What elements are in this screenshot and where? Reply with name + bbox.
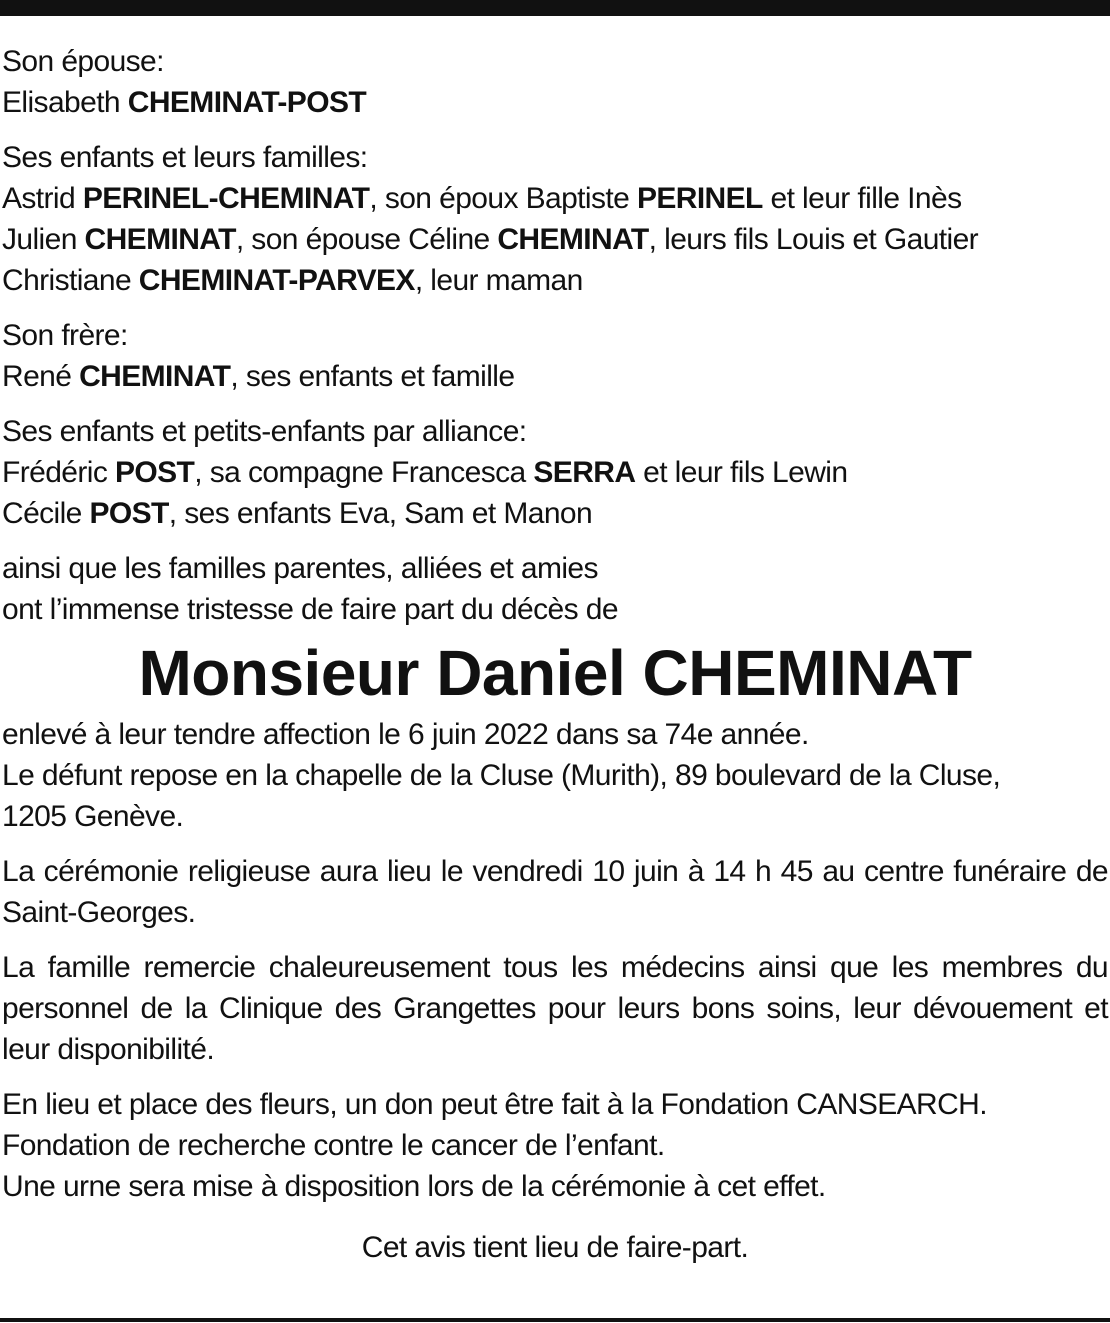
death-section [2,714,1108,837]
families-line: ainsi que les familles parentes, alliées et amies [2,552,598,585]
bottom-rule [0,1318,1110,1322]
child-line: Christiane CHEMINAT-PARVEX, leur maman [2,264,583,297]
repose-address-line: 1205 Genève. [2,800,184,833]
repose-line: Le défunt repose en la chapelle de la Cluse (Murith), 89 boulevard de la Cluse, [2,759,1001,792]
child-line: Julien CHEMINAT, son épouse Céline CHEMINAT, leurs fils Louis et Gautier [2,223,979,256]
donation-line: En lieu et place des fleurs, un don peut être fait à la Fondation CANSEARCH. [2,1088,987,1121]
brother-heading: Son frère: [2,319,128,352]
death-date-line: enlevé à leur tendre affection le 6 juin 2022 dans sa 74e année. [2,718,809,751]
spouse-name: Elisabeth CHEMINAT-POST [2,86,367,119]
inlaws-heading: Ses enfants et petits-enfants par alliance: [2,415,527,448]
foundation-line: Fondation de recherche contre le cancer de l’enfant. [2,1129,665,1162]
children-heading: Ses enfants et leurs familles: [2,141,368,174]
closing-line: Cet avis tient lieu de faire-part. [361,1231,749,1264]
spouse-section [2,41,1108,123]
urn-line: Une urne sera mise à disposition lors de la cérémonie à cet effet. [2,1170,826,1203]
spouse-heading: Son épouse: [2,45,164,78]
ceremony-paragraph: La cérémonie religieuse aura lieu le vendredi 10 juin à 14 h 45 au centre funéraire de Saint-Georges. [2,855,1108,929]
brother-section [2,315,1108,397]
donation-section [2,1084,1108,1207]
obituary-notice [2,41,1108,1268]
families-section [2,548,1108,630]
thanks-paragraph: La famille remercie chaleureusement tous les médecins ainsi que les membres du personnel de la Clinique des Grangettes pour leurs bons soins, leur dévouement et leur disponibilité. [2,951,1108,1066]
children-section [2,137,1108,301]
inlaw-line: Frédéric POST, sa compagne Francesca SERRA et leur fils Lewin [2,456,848,489]
child-line: Astrid PERINEL-CHEMINAT, son époux Baptiste PERINEL et leur fille Inès [2,182,962,215]
brother-line: René CHEMINAT, ses enfants et famille [2,360,515,393]
top-rule [0,0,1110,16]
inlaw-line: Cécile POST, ses enfants Eva, Sam et Manon [2,497,593,530]
deceased-name: Monsieur Daniel CHEMINAT [138,637,972,709]
inlaws-section [2,411,1108,534]
announcement-line: ont l’immense tristesse de faire part du décès de [2,593,618,626]
